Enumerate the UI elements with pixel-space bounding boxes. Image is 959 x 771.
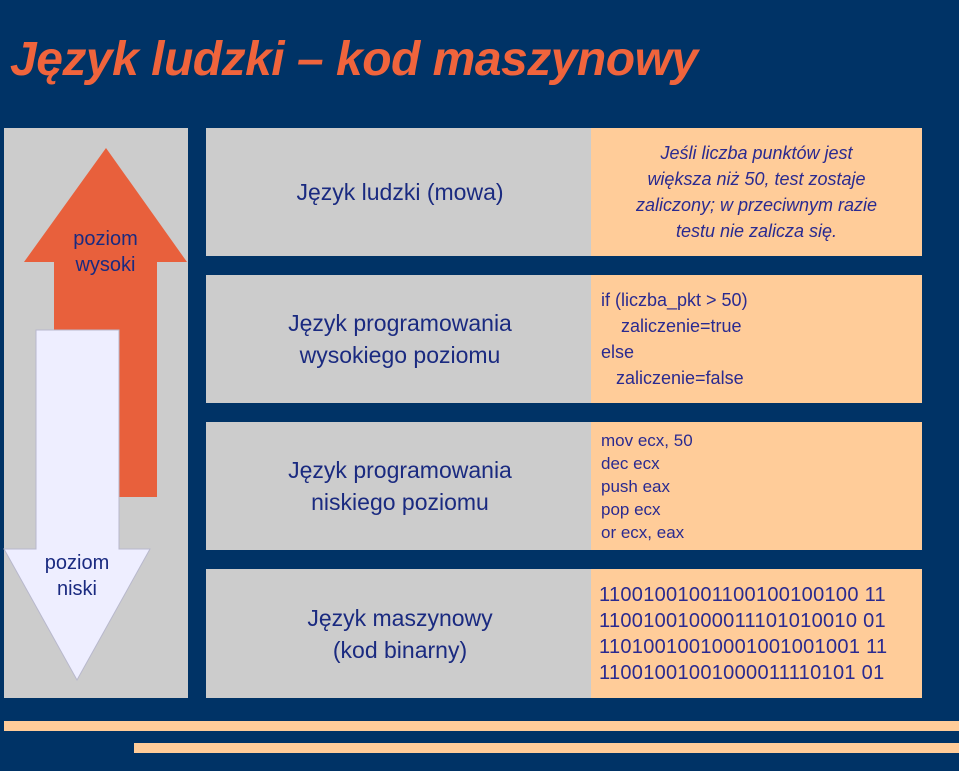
arrow-up-label <box>54 226 157 278</box>
example-line: większa niż 50, test zostaje <box>647 169 866 189</box>
level-name-human-line1: Język ludzki (mowa) <box>296 179 504 205</box>
level-name-high <box>206 275 594 403</box>
example-line: Jeśli liczba punktów jest <box>660 143 853 163</box>
binary-line: 11001001001000011110101 01 <box>599 661 885 684</box>
binary-line: 11010010010001001001001 11 <box>599 635 888 658</box>
example-line: zaliczony; w przeciwnym razie <box>635 195 878 215</box>
asm-line: push eax <box>601 476 670 496</box>
level-name-high-line2: wysokiego poziomu <box>299 342 501 368</box>
arrow-down-label-line2: niski <box>56 578 97 600</box>
example-high-level-code <box>591 275 922 403</box>
level-name-human <box>206 128 594 256</box>
level-name-machine-line1: Język maszynowy <box>307 604 493 631</box>
code-line: zaliczenie=true <box>601 316 742 336</box>
arrow-up-label-line2: wysoki <box>75 254 136 276</box>
level-name-low-line2: niskiego poziomu <box>311 489 489 515</box>
level-name-high-line1: Język programowania <box>288 310 512 336</box>
binary-line: 11001001000011101010010 01 <box>599 609 886 632</box>
decorative-stripe-top <box>4 721 959 731</box>
code-line: if (liczba_pkt > 50) <box>601 290 748 310</box>
example-binary-code <box>591 569 922 698</box>
binary-line: 11001001001100100100100 11 <box>599 583 886 606</box>
level-name-low-line1: Język programowania <box>288 457 512 483</box>
level-name-low <box>206 422 594 550</box>
asm-line: mov ecx, 50 <box>601 430 693 450</box>
arrow-up-label-line1: poziom <box>73 228 138 250</box>
decorative-stripe-bottom <box>134 743 959 753</box>
asm-line: pop ecx <box>601 499 661 519</box>
code-line: else <box>601 342 635 362</box>
arrow-down-label <box>24 550 130 602</box>
slide-title: Język ludzki – kod maszynowy <box>10 33 698 86</box>
asm-line: dec ecx <box>601 453 660 473</box>
example-line: testu nie zalicza się. <box>675 221 838 241</box>
example-assembly-code <box>591 422 922 550</box>
example-human-speech <box>591 128 922 256</box>
asm-line: or ecx, eax <box>601 522 685 542</box>
code-line: zaliczenie=false <box>601 368 744 388</box>
level-name-machine-line2: (kod binarny) <box>332 636 468 663</box>
level-name-machine <box>206 569 594 698</box>
arrow-down-label-line1: poziom <box>44 552 110 574</box>
